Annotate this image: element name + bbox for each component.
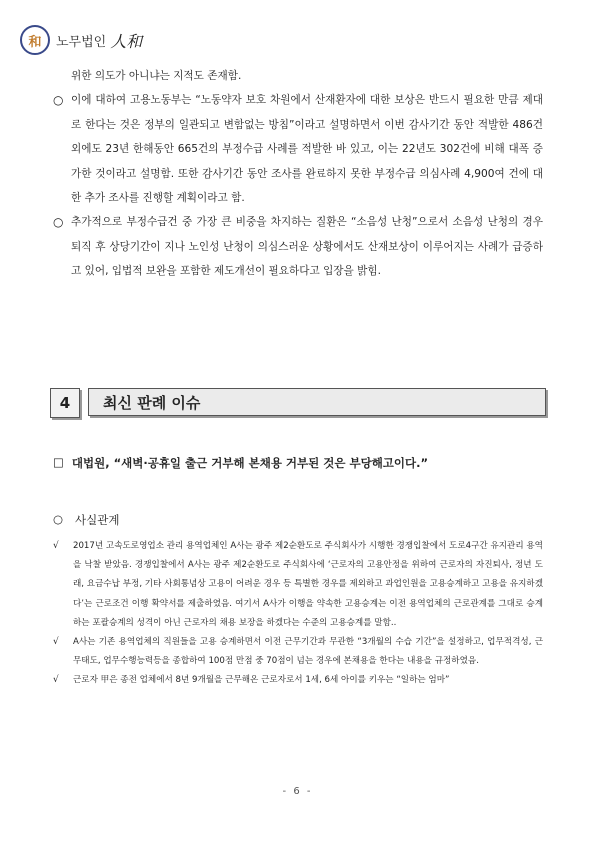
company-logo	[20, 25, 50, 55]
org-brand: 人和	[110, 31, 143, 51]
facts-heading	[53, 512, 119, 528]
case-title: 대법원, “새벽·공휴일 출근 거부해 본채용 거부된 것은 부당해고이다.”	[71, 456, 429, 470]
section-title: 최신 판례 이슈	[88, 388, 546, 416]
circle-bullet: ○	[53, 215, 64, 230]
circle-bullet: ○	[53, 512, 64, 526]
section-number: 4	[50, 388, 80, 418]
org-name: 노무법인	[56, 34, 107, 50]
facts-list	[53, 537, 543, 691]
circle-bullet: ○	[53, 93, 64, 108]
intro-section	[53, 64, 543, 284]
logo-glyph: 和	[28, 34, 42, 50]
paragraph	[53, 88, 543, 210]
check-mark: √	[53, 637, 59, 648]
check-mark: √	[53, 541, 59, 551]
continuation-text: 위한 의도가 아니냐는 지적도 존재함.	[71, 70, 242, 82]
page-number: - 6 -	[282, 786, 313, 797]
check-mark: √	[53, 675, 59, 686]
list-item	[53, 671, 543, 690]
paragraph-text: 이에 대하여 고용노동부는 “노동약자 보호 차원에서 산재환자에 대한 보상은 반드시 필요한 만큼 제대로 한다는 것은 정부의 일관되고 변함없는 방침”이라고 설명하면서 이번 감사기간 동안 적발한 486건 외에도 23년 한해동안 665건의 부정수급 사례를 적발한 바 있고, 이는 22년도 302건에 비해 대폭 증가한 것이라고 설명함. 또한 감사기간 동안 조사를 완료하지 못한 부정수급 의심사례 4,900여 건에 대한 추가 조사를 진행할 계획이라고 함.	[71, 94, 543, 205]
list-item	[53, 537, 543, 633]
list-item	[53, 633, 543, 671]
case-heading	[53, 455, 428, 471]
square-bullet: □	[53, 455, 64, 469]
fact-text: 2017년 고속도로영업소 관리 용역업체인 A사는 광주 제2순환도로 주식회사가 시행한 경쟁입찰에서 도로4구간 유지관리 용역을 낙찰 받았음. 경쟁입찰에서 A사는 광주 제2순환도로 주식회사에 ‘근로자의 고용안정을 위하여 근로자의 자진퇴사, 정년 도래, 요금수납 부정, 기타 사회통념상 고용이 어려운 경우 등 특별한 경우를 제외하고 과업인원을 고용승계하고 고용을 유지하겠다’는 근로조건 이행 확약서를 제출하였음. 여기서 A사가 이행을 약속한 고용승계는 이전 용역업체의 근로관계를 그대로 승계하는 포괄승계의 성격이 아닌 근로자의 채용 보장을 하겠다는 수준의 고용승계를 말함..	[73, 541, 543, 628]
fact-text: A사는 기존 용역업체의 직원들을 고용 승계하면서 이전 근무기간과 무관한 “3개월의 수습 기간”을 설정하고, 업무적격성, 근무태도, 업무수행능력등을 종합하여 100점 만점 중 70점이 넘는 경우에 본채용을 한다는 내용을 규정하였음.	[73, 637, 543, 667]
fact-text: 근로자 甲은 종전 업체에서 8년 9개월을 근무해온 근로자로서 1세, 6세 아이를 키우는 “일하는 엄마”	[73, 675, 450, 686]
paragraph-text: 추가적으로 부정수급건 중 가장 큰 비중을 차지하는 질환은 “소음성 난청”으로서 소음성 난청의 경우 퇴직 후 상당기간이 지나 노인성 난청이 의심스러운 상황에서도 산재보상이 이루어지는 사례가 급증하고 있어, 입법적 보완을 포함한 제도개선이 필요하다고 입장을 밝힘.	[71, 216, 543, 278]
paragraph	[53, 210, 543, 283]
page-header	[20, 24, 142, 56]
facts-title: 사실관계	[75, 513, 120, 527]
